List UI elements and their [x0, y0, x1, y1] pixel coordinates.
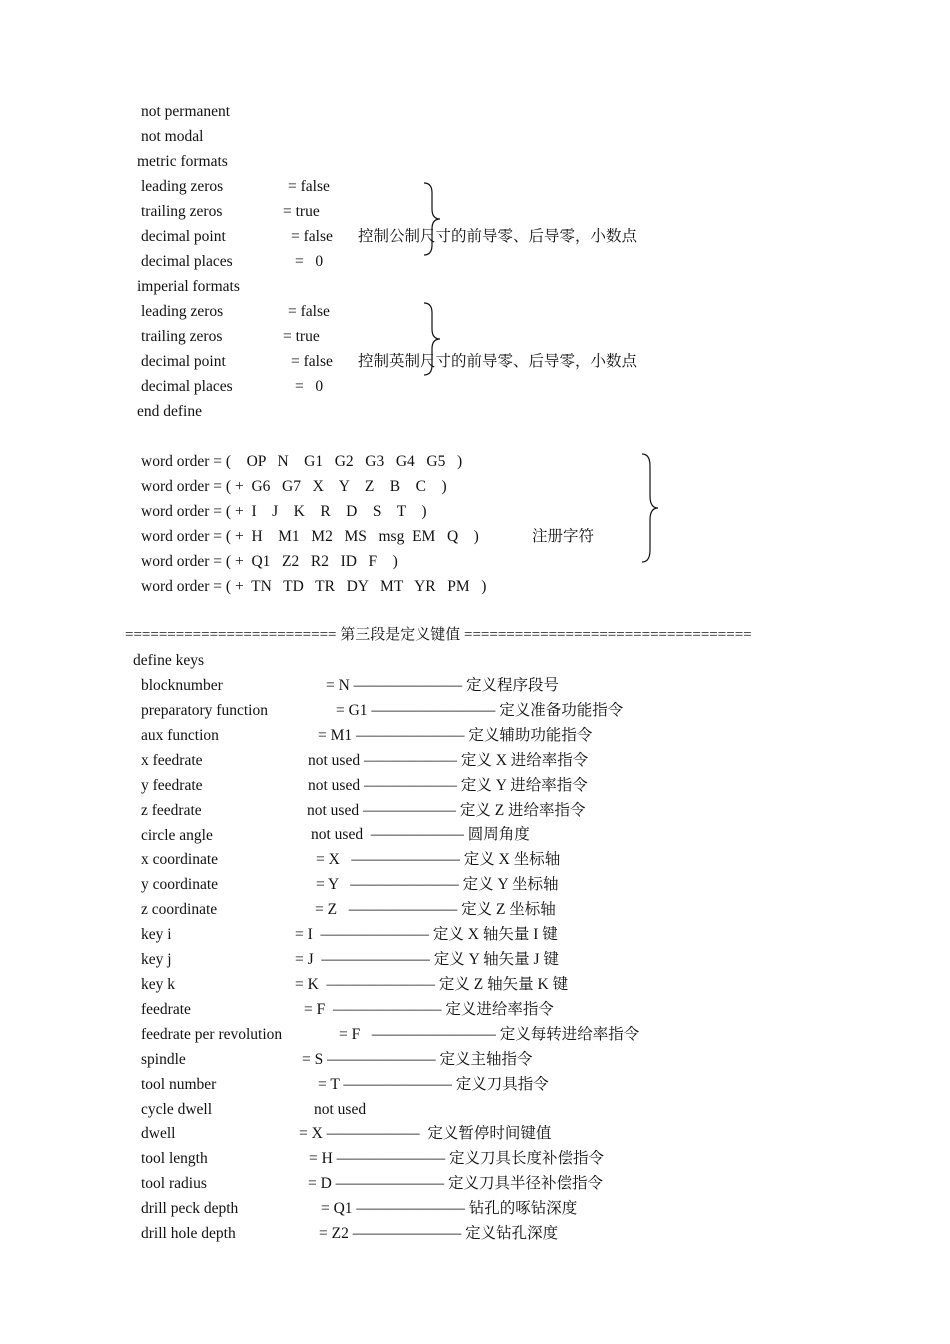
key-name: key i: [141, 926, 172, 943]
imperial-leading-zeros-value: = false: [288, 303, 330, 320]
key-name: y feedrate: [141, 777, 203, 794]
word-order-note: 注册字符: [532, 528, 595, 545]
key-name: blocknumber: [141, 677, 223, 694]
imperial-trailing-zeros-value: = true: [283, 328, 320, 345]
word-order-line: word order = ( + Q1 Z2 R2 ID F ): [141, 553, 398, 570]
key-name: key j: [141, 951, 172, 968]
key-name: tool number: [141, 1076, 217, 1093]
key-name: aux function: [141, 727, 219, 744]
key-value: = Z2 ——————— 定义钻孔深度: [319, 1225, 559, 1242]
imperial-formats-heading: imperial formats: [137, 278, 240, 295]
key-name: y coordinate: [141, 876, 219, 893]
key-value: = S ——————— 定义主轴指令: [302, 1051, 533, 1068]
word-order-line: word order = ( + I J K R D S T ): [141, 503, 427, 520]
key-value: not used: [314, 1101, 367, 1118]
key-value: = Y ——————— 定义 Y 坐标轴: [316, 876, 559, 893]
metric-trailing-zeros-label: trailing zeros: [141, 203, 223, 220]
imperial-decimal-point-value: = false: [291, 353, 333, 370]
key-value: not used —————— 定义 X 进给率指令: [308, 752, 589, 769]
key-value: = N ——————— 定义程序段号: [326, 677, 560, 694]
imperial-decimal-places-label: decimal places: [141, 378, 233, 395]
key-value: = J ——————— 定义 Y 轴矢量 J 键: [295, 951, 559, 968]
word-order-line: word order = ( OP N G1 G2 G3 G4 G5 ): [141, 453, 463, 470]
key-name: spindle: [141, 1051, 186, 1068]
metric-decimal-point-value: = false: [291, 228, 333, 245]
key-value: = T ——————— 定义刀具指令: [318, 1076, 549, 1093]
key-value: = F ——————— 定义进给率指令: [304, 1001, 554, 1018]
key-value: = F ———————— 定义每转进给率指令: [339, 1026, 640, 1043]
metric-leading-zeros-value: = false: [288, 178, 330, 195]
key-name: feedrate: [141, 1001, 191, 1018]
key-name: x coordinate: [141, 851, 219, 868]
word-order-line: word order = ( + G6 G7 X Y Z B C ): [141, 478, 447, 495]
key-name: circle angle: [141, 827, 213, 844]
not-modal-line: not modal: [141, 128, 204, 145]
key-name: tool length: [141, 1150, 208, 1167]
key-value: = Q1 ——————— 钻孔的啄钻深度: [321, 1200, 578, 1217]
metric-note: 控制公制尺寸的前导零、后导零，小数点: [358, 228, 638, 245]
metric-decimal-places-label: decimal places: [141, 253, 233, 270]
word-order-line: word order = ( + TN TD TR DY MT YR PM ): [141, 578, 487, 595]
key-name: key k: [141, 976, 176, 993]
section-separator: ========================= 第三段是定义键值 ==================================: [125, 627, 752, 643]
imperial-leading-zeros-label: leading zeros: [141, 303, 224, 320]
key-value: = X —————— 定义暂停时间键值: [299, 1125, 552, 1142]
not-permanent-line: not permanent: [141, 103, 231, 120]
key-name: drill peck depth: [141, 1200, 239, 1217]
key-name: z coordinate: [141, 901, 218, 918]
key-name: x feedrate: [141, 752, 203, 769]
imperial-trailing-zeros-label: trailing zeros: [141, 328, 223, 345]
key-value: = M1 ——————— 定义辅助功能指令: [318, 727, 593, 744]
key-name: drill hole depth: [141, 1225, 236, 1242]
key-name: preparatory function: [141, 702, 268, 719]
imperial-decimal-places-value: = 0: [295, 378, 324, 395]
key-value: = G1 ———————— 定义准备功能指令: [336, 702, 624, 719]
end-define-line: end define: [137, 403, 202, 420]
key-name: dwell: [141, 1125, 176, 1142]
key-value: = I ——————— 定义 X 轴矢量 I 键: [295, 926, 558, 943]
metric-decimal-places-value: = 0: [295, 253, 324, 270]
key-name: feedrate per revolution: [141, 1026, 283, 1043]
key-value: = K ——————— 定义 Z 轴矢量 K 键: [295, 976, 569, 993]
metric-leading-zeros-label: leading zeros: [141, 178, 224, 195]
key-value: = X ——————— 定义 X 坐标轴: [316, 851, 561, 868]
imperial-decimal-point-label: decimal point: [141, 353, 226, 370]
define-keys-heading: define keys: [133, 652, 205, 669]
imperial-note: 控制英制尺寸的前导零、后导零，小数点: [358, 353, 638, 370]
key-value: = Z ——————— 定义 Z 坐标轴: [315, 901, 556, 918]
metric-decimal-point-label: decimal point: [141, 228, 226, 245]
key-name: cycle dwell: [141, 1101, 213, 1118]
key-name: tool radius: [141, 1175, 207, 1192]
key-value: = H ——————— 定义刀具长度补偿指令: [309, 1150, 605, 1167]
word-order-line: word order = ( + H M1 M2 MS msg EM Q ): [141, 528, 479, 545]
key-value: not used —————— 定义 Y 进给率指令: [308, 777, 588, 794]
word-order-right-brace-icon: [638, 452, 662, 564]
metric-trailing-zeros-value: = true: [283, 203, 320, 220]
key-value: not used —————— 圆周角度: [311, 826, 530, 843]
key-value: = D ——————— 定义刀具半径补偿指令: [308, 1175, 604, 1192]
key-name: z feedrate: [141, 802, 202, 819]
metric-formats-heading: metric formats: [137, 153, 228, 170]
key-value: not used —————— 定义 Z 进给率指令: [307, 802, 586, 819]
